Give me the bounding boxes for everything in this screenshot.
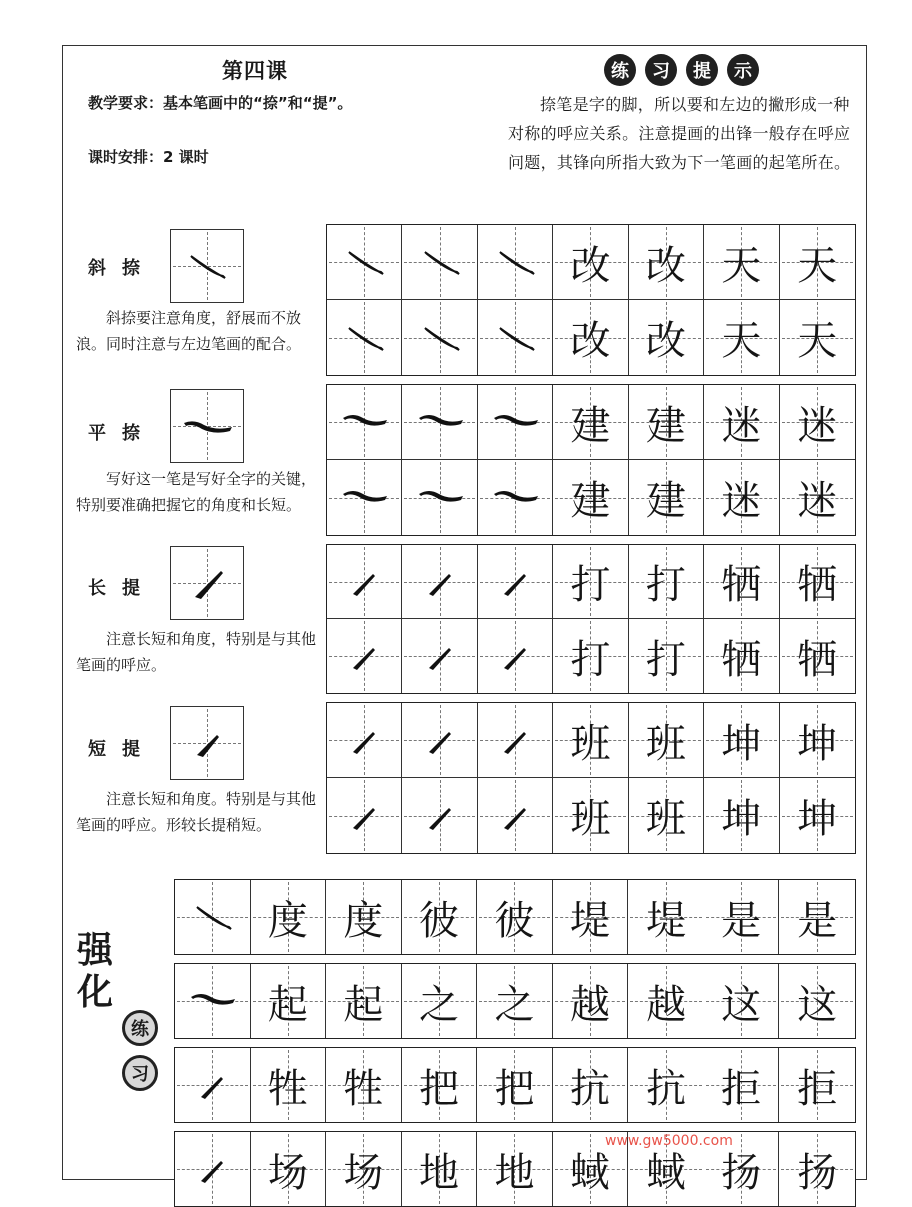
practice-character: 改: [645, 318, 686, 364]
practice-grid-row: [174, 963, 856, 1039]
stroke-demo-box: [170, 706, 244, 780]
rise-stroke-icon: [492, 562, 538, 602]
slant-press-stroke-icon: [341, 318, 387, 358]
flat-press-stroke-icon: [417, 478, 463, 518]
watermark: www.gw5000.com: [605, 1133, 733, 1149]
practice-character: 这: [721, 981, 762, 1028]
practice-character: 牺: [797, 636, 838, 683]
practice-character: 起: [267, 981, 308, 1028]
rise-stroke-icon: [492, 720, 538, 760]
character-cell: [553, 778, 628, 853]
practice-character: 打: [645, 562, 686, 608]
slant-press-stroke-icon: [183, 246, 231, 286]
character-cell: [780, 619, 855, 693]
rise-stroke-icon: [189, 1065, 235, 1105]
practice-character: 度: [343, 897, 384, 944]
character-cell: [326, 964, 402, 1038]
character-cell: [780, 300, 855, 375]
tip-badge: 提: [686, 54, 718, 86]
character-cell: [251, 964, 327, 1038]
stroke-description: 斜捺要注意角度，舒展而不放浪。同时注意与左边笔画的配合。: [76, 309, 302, 353]
character-cell: [628, 1048, 704, 1122]
character-cell: [553, 460, 628, 535]
character-cell: [780, 225, 855, 300]
character-cell: [402, 1132, 478, 1206]
practice-character: 班: [570, 720, 611, 767]
practice-character: 坤: [797, 720, 838, 767]
character-cell: [402, 964, 478, 1038]
stroke-cell: [327, 460, 402, 535]
stroke-cell: [478, 460, 553, 535]
stroke-cell: [327, 385, 402, 460]
stroke-cell: [402, 225, 477, 300]
character-cell: [704, 964, 780, 1038]
character-cell: [704, 619, 779, 693]
practice-character: 场: [267, 1149, 308, 1196]
practice-character: 场: [343, 1149, 384, 1196]
character-cell: [779, 1048, 855, 1122]
rise-stroke-icon: [189, 1149, 235, 1189]
stroke-cell: [175, 1132, 251, 1206]
character-cell: [629, 460, 704, 535]
practice-grid-row: [174, 1047, 856, 1123]
practice-character: 抗: [570, 1065, 611, 1112]
character-cell: [629, 225, 704, 300]
practice-character: 班: [645, 720, 686, 767]
rise-stroke-icon: [341, 636, 387, 676]
rise-stroke-icon: [341, 796, 387, 836]
tip-badge: 示: [727, 54, 759, 86]
slant-press-stroke-icon: [189, 897, 235, 937]
character-cell: [704, 880, 780, 954]
stroke-cell: [327, 703, 402, 778]
practice-character: 地: [494, 1149, 535, 1196]
character-cell: [704, 225, 779, 300]
character-cell: [402, 1048, 478, 1122]
character-cell: [326, 1132, 402, 1206]
practice-character: 彼: [418, 897, 459, 944]
character-cell: [477, 964, 553, 1038]
practice-character: 迷: [721, 478, 762, 524]
rise-stroke-icon: [417, 796, 463, 836]
practice-character: 打: [645, 636, 686, 683]
flat-press-stroke-icon: [180, 411, 234, 441]
practice-character: 是: [797, 897, 838, 944]
stroke-cell: [478, 225, 553, 300]
practice-character: 建: [645, 402, 686, 449]
rise-stroke-icon: [417, 562, 463, 602]
practice-character: 扬: [721, 1149, 762, 1196]
stroke-cell: [327, 225, 402, 300]
practice-character: 改: [570, 242, 611, 289]
character-cell: [704, 703, 779, 778]
stroke-cell: [175, 964, 251, 1038]
practice-character: 牺: [721, 562, 762, 608]
long-rise-stroke-icon: [187, 563, 227, 603]
practice-character: 牲: [343, 1065, 384, 1112]
practice-character: 扬: [797, 1149, 838, 1196]
practice-character: 班: [645, 796, 686, 842]
practice-character: 拒: [721, 1065, 762, 1112]
stroke-practice-grid: [326, 702, 856, 854]
stroke-cell: [175, 1048, 251, 1122]
character-cell: [780, 778, 855, 853]
stroke-cell: [402, 300, 477, 375]
character-cell: [704, 1048, 780, 1122]
practice-character: 坤: [721, 796, 762, 842]
practice-character: 打: [570, 562, 611, 608]
practice-character: 堤: [570, 897, 611, 944]
practice-character: 地: [418, 1149, 459, 1196]
practice-character: 越: [570, 981, 611, 1028]
practice-character: 建: [645, 478, 686, 524]
practice-character: 迷: [721, 402, 762, 449]
stroke-cell: [327, 778, 402, 853]
rise-stroke-icon: [341, 720, 387, 760]
stroke-practice-grid: [326, 224, 856, 376]
character-cell: [477, 880, 553, 954]
character-cell: [629, 778, 704, 853]
practice-character: 彼: [494, 897, 535, 944]
character-cell: [326, 880, 402, 954]
stroke-practice-grid: [326, 384, 856, 536]
stroke-cell: [327, 300, 402, 375]
lesson-title: 第四课: [222, 59, 288, 83]
stroke-cell: [402, 619, 477, 693]
practice-character: 牲: [267, 1065, 308, 1112]
class-schedule: 课时安排：2 课时: [88, 148, 209, 166]
rise-stroke-icon: [492, 796, 538, 836]
practice-character: 拒: [797, 1065, 838, 1112]
practice-character: 天: [721, 318, 762, 364]
character-cell: [779, 1132, 855, 1206]
character-cell: [629, 619, 704, 693]
character-cell: [553, 964, 629, 1038]
stroke-cell: [478, 703, 553, 778]
character-cell: [477, 1048, 553, 1122]
practice-character: 蜮: [570, 1149, 611, 1196]
stroke-label: 平捺: [88, 423, 156, 444]
practice-character: 打: [570, 636, 611, 683]
character-cell: [779, 880, 855, 954]
character-cell: [553, 225, 628, 300]
rise-stroke-icon: [417, 636, 463, 676]
flat-press-stroke-icon: [341, 402, 387, 442]
slant-press-stroke-icon: [492, 318, 538, 358]
character-cell: [629, 300, 704, 375]
tip-badge: 习: [645, 54, 677, 86]
character-cell: [553, 703, 628, 778]
character-cell: [553, 385, 628, 460]
teaching-requirement: 教学要求：基本笔画中的“捺”和“提”。: [88, 94, 353, 112]
character-cell: [251, 1132, 327, 1206]
slant-press-stroke-icon: [417, 318, 463, 358]
stroke-cell: [402, 703, 477, 778]
practice-character: 改: [570, 318, 611, 364]
stroke-cell: [402, 385, 477, 460]
practice-character: 越: [646, 981, 687, 1028]
character-cell: [326, 1048, 402, 1122]
character-cell: [780, 460, 855, 535]
practice-tips-heading: [604, 54, 759, 86]
practice-character: 把: [418, 1065, 459, 1112]
stroke-description: 注意长短和角度，特别是与其他笔画的呼应。: [76, 630, 317, 674]
practice-character: 迷: [797, 478, 838, 524]
slant-press-stroke-icon: [417, 242, 463, 282]
practice-character: 抗: [646, 1065, 687, 1112]
stroke-cell: [327, 545, 402, 619]
character-cell: [704, 545, 779, 619]
character-cell: [779, 964, 855, 1038]
character-cell: [553, 1048, 629, 1122]
character-cell: [629, 545, 704, 619]
stroke-label: 短提: [88, 739, 156, 760]
flat-press-stroke-icon: [492, 478, 538, 518]
character-cell: [704, 300, 779, 375]
character-cell: [704, 778, 779, 853]
practice-character: 改: [645, 242, 686, 289]
practice-character: 天: [797, 242, 838, 289]
stroke-demo-box: [170, 546, 244, 620]
rise-stroke-icon: [492, 636, 538, 676]
strengthen-heading: [73, 930, 117, 1014]
stroke-label: 长提: [88, 578, 156, 599]
practice-character: 之: [494, 981, 535, 1028]
flat-press-stroke-icon: [417, 402, 463, 442]
practice-character: 班: [570, 796, 611, 842]
character-cell: [251, 1048, 327, 1122]
practice-character: 建: [570, 478, 611, 524]
stroke-cell: [402, 545, 477, 619]
character-cell: [553, 545, 628, 619]
stroke-cell: [478, 778, 553, 853]
practice-character: 度: [267, 897, 308, 944]
stroke-description: 注意长短和角度。特别是与其他笔画的呼应。形较长提稍短。: [76, 790, 317, 834]
character-cell: [629, 385, 704, 460]
tip-badge: 练: [604, 54, 636, 86]
short-rise-stroke-icon: [187, 723, 227, 763]
character-cell: [780, 385, 855, 460]
stroke-cell: [402, 778, 477, 853]
character-cell: [553, 880, 629, 954]
practice-character: 这: [797, 981, 838, 1028]
flat-press-stroke-icon: [492, 402, 538, 442]
character-cell: [477, 1132, 553, 1206]
practice-character: 天: [721, 242, 762, 289]
practice-character: 坤: [721, 720, 762, 767]
practice-character: 迷: [797, 402, 838, 449]
character-cell: [628, 880, 704, 954]
stroke-cell: [478, 300, 553, 375]
flat-press-stroke-icon: [341, 478, 387, 518]
practice-character: 坤: [797, 796, 838, 842]
practice-character: 是: [721, 897, 762, 944]
slant-press-stroke-icon: [341, 242, 387, 282]
practice-grid-row: [174, 1131, 856, 1207]
practice-character: 蜮: [646, 1149, 687, 1196]
strengthen-char: 化: [76, 972, 113, 1013]
practice-character: 天: [797, 318, 838, 364]
practice-character: 起: [343, 981, 384, 1028]
practice-tips-text: 捺笔是字的脚，所以要和左边的撇形成一种对称的呼应关系。注意提画的出锋一般存在呼应问题，其锋向所指大致为下一笔画的起笔所在。: [508, 95, 851, 172]
practice-character: 牺: [721, 636, 762, 683]
practice-character: 之: [418, 981, 459, 1028]
character-cell: [402, 880, 478, 954]
flat-press-stroke-icon: [189, 981, 235, 1021]
stroke-cell: [478, 385, 553, 460]
slant-press-stroke-icon: [492, 242, 538, 282]
stroke-cell: [402, 460, 477, 535]
practice-character: 堤: [646, 897, 687, 944]
practice-circle-char: 练: [122, 1010, 158, 1046]
stroke-cell: [327, 619, 402, 693]
practice-character: 建: [570, 402, 611, 449]
stroke-description: 写好这一笔是写好全字的关键，特别要准确把握它的角度和长短。: [76, 470, 317, 514]
rise-stroke-icon: [417, 720, 463, 760]
stroke-demo-box: [170, 389, 244, 463]
stroke-practice-grid: [326, 544, 856, 694]
character-cell: [780, 703, 855, 778]
practice-character: 把: [494, 1065, 535, 1112]
character-cell: [628, 964, 704, 1038]
character-cell: [553, 619, 628, 693]
stroke-cell: [478, 619, 553, 693]
character-cell: [780, 545, 855, 619]
rise-stroke-icon: [341, 562, 387, 602]
character-cell: [704, 385, 779, 460]
stroke-label: 斜捺: [88, 258, 156, 279]
practice-circle-char: 习: [122, 1055, 158, 1091]
character-cell: [629, 703, 704, 778]
practice-character: 牺: [797, 562, 838, 608]
stroke-cell: [175, 880, 251, 954]
character-cell: [704, 460, 779, 535]
stroke-cell: [478, 545, 553, 619]
practice-grid-row: [174, 879, 856, 955]
stroke-demo-box: [170, 229, 244, 303]
character-cell: [251, 880, 327, 954]
character-cell: [553, 300, 628, 375]
strengthen-char: 强: [76, 930, 113, 971]
